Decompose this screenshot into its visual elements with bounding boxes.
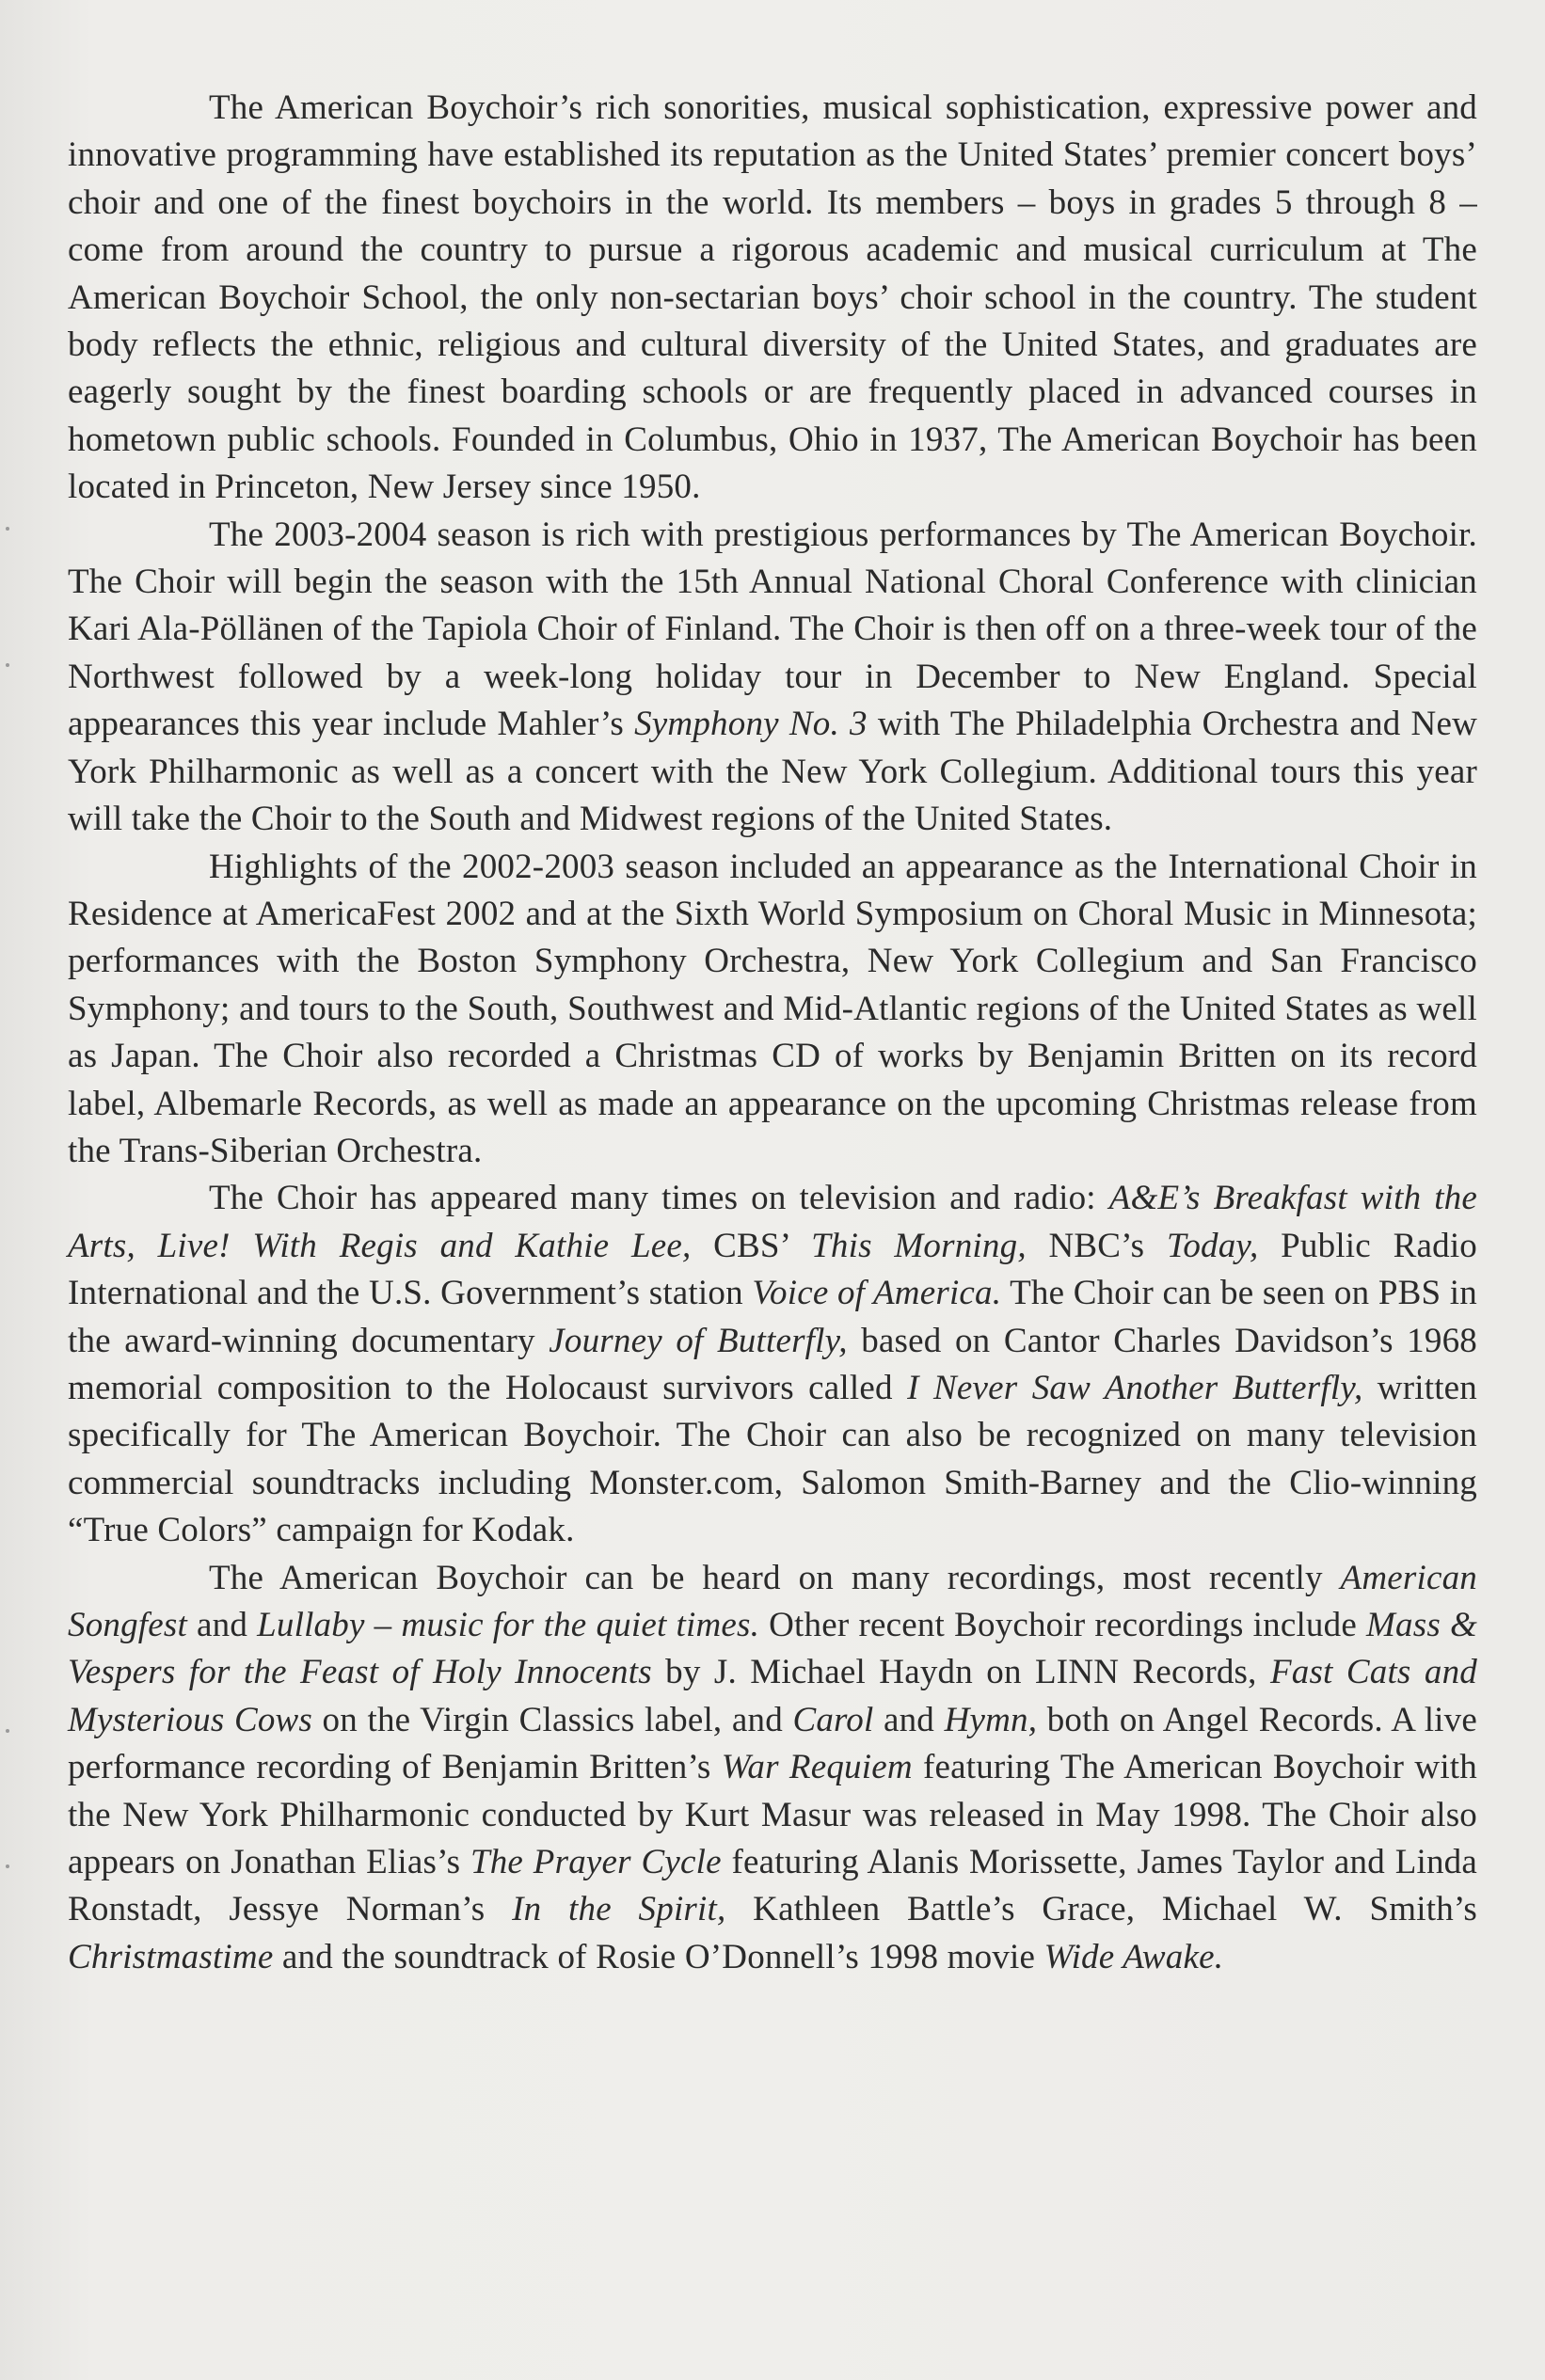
italic-title: Fast Cats and Mysterious Cows	[68, 1653, 1477, 1739]
italic-title: I Never Saw Another Butterfly,	[907, 1368, 1363, 1407]
italic-title: In the Spirit,	[512, 1890, 726, 1929]
italic-title: Today,	[1166, 1226, 1259, 1265]
italic-title: Voice of America.	[752, 1274, 1002, 1313]
text-run: featuring The American Boychoir with the New York Philharmonic conducted by Kurt Masur was released in May 1998. The Choir also appears on Jonathan Elias’s	[68, 1748, 1477, 1882]
italic-title: Carol	[792, 1700, 874, 1739]
paragraph-5	[68, 1555, 1477, 1982]
text-run: on the Virgin Classics label, and	[312, 1700, 793, 1739]
text-run: by J. Michael Haydn on LINN Records,	[651, 1653, 1270, 1692]
text-run: with The Philadelphia Orchestra and New York Philharmonic as well as a concert with the New York Collegium. Additional tours this year will take the Choir to the South and Midwest regions of the United States.	[68, 705, 1478, 839]
text-run: Public Radio International and the U.S. Government’s station	[68, 1226, 1477, 1313]
italic-title: Hymn,	[944, 1700, 1038, 1739]
italic-title: Lullaby – music for the quiet times.	[257, 1606, 760, 1644]
text-run: based on Cantor Charles Davidson’s 1968 memorial composition to the Holocaust survivors called	[68, 1321, 1477, 1407]
binding-mark	[6, 1729, 9, 1733]
text-run: Other recent Boychoir recordings include	[759, 1606, 1367, 1644]
text-run: The Choir can be seen on PBS in the award-winning documentary	[68, 1274, 1477, 1360]
text-run: The American Boychoir’s rich sonorities, musical sophistication, expressive power and innovative programming have established its reputation as the United States’ premier concert boys’ choir and one of the finest boychoirs in the world. Its members – boys in grades 5 through 8 – come from around the country to pursue a rigorous academic and musical curriculum at The American Boychoir School, the only non-sectarian boys’ choir school in the country. The student body reflects the ethnic, religious and cultural diversity of the United States, and graduates are eagerly sought by the finest boarding schools or are frequently placed in advanced courses in hometown public schools. Founded in Columbus, Ohio in 1937, The American Boychoir has been located in Princeton, New Jersey since 1950.	[68, 88, 1477, 507]
italic-title: Journey of Butterfly,	[549, 1321, 848, 1360]
italic-title: American Songfest	[68, 1558, 1477, 1644]
italic-title: A&E’s Breakfast with the Arts, Live! With Regis and Kathie Lee,	[68, 1179, 1477, 1265]
italic-title: Symphony No. 3	[634, 705, 868, 744]
italic-title: War Requiem	[721, 1748, 913, 1787]
text-run: CBS’	[691, 1226, 812, 1265]
text-run: both on Angel Records. A live performance recording of Benjamin Britten’s	[68, 1700, 1477, 1787]
text-run: written specifically for The American Boychoir. The Choir can also be recognized on many television commercial soundtracks including Monster.com, Salomon Smith-Barney and the Clio-winning “True Colors” campaign for Kodak.	[68, 1368, 1477, 1550]
text-run: The Choir has appeared many times on television and radio:	[209, 1179, 1109, 1218]
text-run: Highlights of the 2002-2003 season included an appearance as the International Choir in Residence at AmericaFest 2002 and at the Sixth World Symposium on Choral Music in Minnesota; performances with the Boston Symphony Orchestra, New York Collegium and San Francisco Symphony; and tours to the South, Southwest and Mid-Atlantic regions of the United States as well as Japan. The Choir also recorded a Christmas CD of works by Benjamin Britten on its record label, Albemarle Records, as well as made an appearance on the upcoming Christmas release from the Trans-Siberian Orchestra.	[68, 847, 1477, 1170]
paragraph-1	[68, 85, 1477, 512]
body-text	[68, 85, 1477, 1981]
italic-title: Wide Awake.	[1043, 1937, 1224, 1976]
binding-mark	[6, 527, 9, 531]
text-run: and	[873, 1700, 945, 1739]
text-run: and	[186, 1606, 258, 1644]
paragraph-2	[68, 512, 1477, 844]
italic-title: This Morning,	[811, 1226, 1027, 1265]
italic-title: The Prayer Cycle	[470, 1843, 722, 1882]
italic-title: Christmastime	[68, 1937, 274, 1976]
text-run: and the soundtrack of Rosie O’Donnell’s 1998 movie	[273, 1937, 1044, 1976]
paragraph-4	[68, 1175, 1477, 1554]
binding-mark	[6, 663, 9, 667]
text-run: Kathleen Battle’s Grace, Michael W. Smith’s	[725, 1890, 1477, 1929]
text-run: NBC’s	[1026, 1226, 1167, 1265]
italic-title: Mass & Vespers for the Feast of Holy Innocents	[68, 1606, 1477, 1692]
text-run: The 2003-2004 season is rich with prestigious performances by The American Boychoir. The Choir will begin the season with the 15th Annual National Choral Conference with clinician Kari Ala-Pöllänen of the Tapiola Choir of Finland. The Choir is then off on a three-week tour of the Northwest followed by a week-long holiday tour in December to New England. Special appearances this year include Mahler’s	[68, 515, 1477, 744]
text-run: The American Boychoir can be heard on many recordings, most recently	[209, 1558, 1341, 1597]
paragraph-3	[68, 844, 1477, 1176]
text-run: featuring Alanis Morissette, James Taylor and Linda Ronstadt, Jessye Norman’s	[68, 1843, 1478, 1929]
binding-mark	[6, 1864, 9, 1868]
